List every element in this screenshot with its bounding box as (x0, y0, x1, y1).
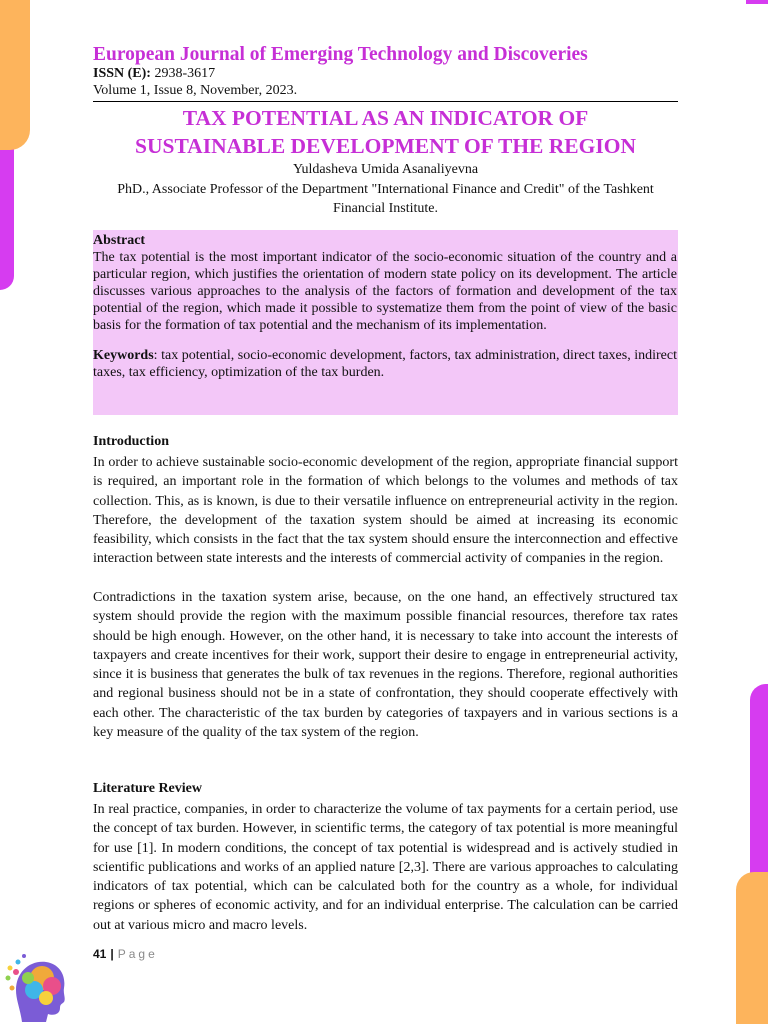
paper-title-line-2: SUSTAINABLE DEVELOPMENT OF THE REGION (135, 134, 636, 158)
introduction-heading: Introduction (93, 434, 169, 449)
introduction-paragraph-2: Contradictions in the taxation system arise, because, on the one hand, an effectively structured tax system should provide the region with the maximum possible financial resources, therefore tax rates should be high enough. However, on the other hand, it is necessary to take into account the interests of taxpayers and create incentives for their work, support their desire to engage in entrepreneurial activity, since it is business that generates the bulk of tax revenues in the regions. Therefore, regional authorities and regional business should not be in a state of confrontation, they should cooperate effectively with each other. The characteristic of the tax burden by categories of taxpayers and in various sections is a key measure of the quality of the tax system of the region. (93, 590, 678, 741)
issn (93, 66, 678, 82)
author-affiliation: PhD., Associate Professor of the Department "International Finance and Credit" of the Tashkent Financial Institute. (117, 182, 654, 216)
abstract-text: The tax potential is the most important indicator of the socio-economic situation of the country and a particular region, which justifies the orientation of modern state policy on its development. The article discusses various approaches to the analysis of the factors of formation and development of the tax potential of the region, which made it possible to systematize them from the point of view of the basic basis for the formation of tax potential and the mechanism of its implementation. (93, 250, 677, 333)
paper-title (93, 104, 678, 160)
abstract-box (93, 230, 678, 415)
issn-label: ISSN (E): (93, 66, 151, 81)
footer-separator: | (110, 947, 114, 961)
paper-title-line-1: TAX POTENTIAL AS AN INDICATOR OF (182, 106, 589, 130)
keywords (93, 347, 677, 381)
abstract-heading: Abstract (93, 233, 146, 248)
issn-value: 2938-3617 (150, 66, 216, 81)
introduction-paragraph-1: In order to achieve sustainable socio-economic development of the region, appropriate financial support is required, an important role in the formation of which belongs to the volumes and methods of tax collection. This, as is known, is due to their versatile influence on entrepreneurial activity in the region. Therefore, the development of the taxation system should be aimed at increasing its economic feasibility, which consists in the fact that the tax system should ensure the interconnection and effective interaction between state interests and the interests of commercial activity of companies in the region. (93, 455, 678, 567)
literature-review-heading: Literature Review (93, 781, 202, 796)
keywords-label: Keywords (93, 348, 154, 363)
page-label: Page (117, 947, 158, 961)
header-divider (93, 101, 678, 102)
journal-title: European Journal of Emerging Technology and Discoveries (93, 44, 588, 65)
volume-issue: Volume 1, Issue 8, November, 2023. (93, 83, 298, 98)
top-right-decorative-bar (746, 0, 768, 4)
page-number: 41 (93, 947, 107, 961)
author-name: Yuldasheva Umida Asanaliyevna (292, 162, 479, 177)
right-decorative-bar-orange (736, 872, 768, 1024)
page-footer (93, 947, 158, 961)
left-decorative-bar-orange (0, 0, 30, 150)
colorful-head-logo-icon (2, 948, 68, 1024)
literature-review-paragraph-1: In real practice, companies, in order to characterize the volume of tax payments for a certain period, use the concept of tax burden. However, in scientific terms, the category of tax potential is more meaningful for use [1]. In modern conditions, the concept of tax potential is widespread and is actively studied in scientific publications and works of an applied nature [2,3]. There are various approaches to calculating indicators of tax potential, which can be calculated both for the country as a whole, for individual regions or spheres of economic activity, and for an individual enterprise. The calculation can be carried out at various micro and macro levels. (93, 802, 678, 933)
keywords-text: : tax potential, socio-economic development, factors, tax administration, direct taxes, indirect taxes, tax efficiency, optimization of the tax burden. (93, 348, 677, 380)
